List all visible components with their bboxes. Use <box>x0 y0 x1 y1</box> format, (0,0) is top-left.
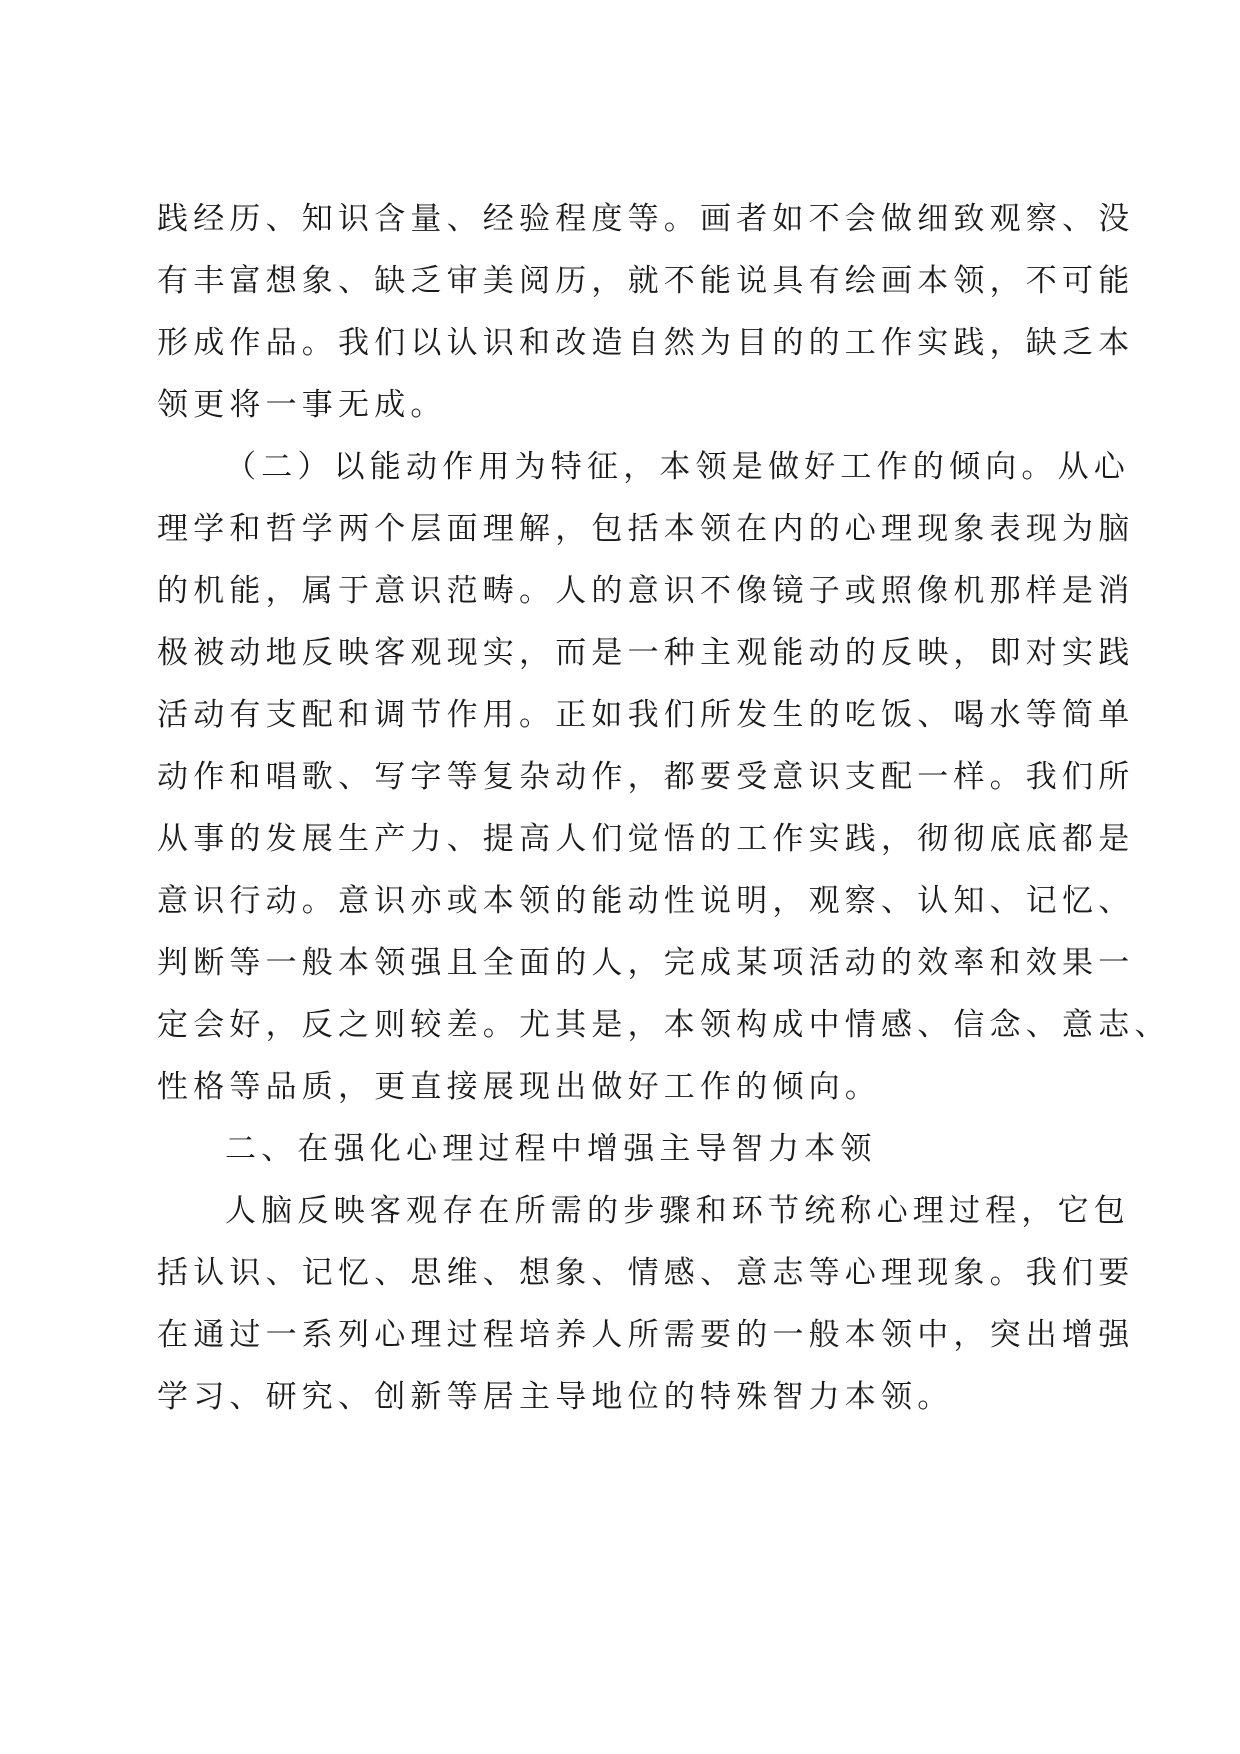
text-line: 领更将一事无成。 <box>157 387 447 423</box>
text-line: 判断等一般本领强且全面的人，完成某项活动的效率和效果一 <box>157 945 1135 981</box>
text-line: 学习、研究、创新等居主导地位的特殊智力本领。 <box>157 1379 954 1415</box>
text-line: 的机能，属于意识范畴。人的意识不像镜子或照像机那样是消 <box>157 573 1135 609</box>
text-line: 理学和哲学两个层面理解，包括本领在内的心理现象表现为脑 <box>157 511 1135 547</box>
text-line: 从事的发展生产力、提高人们觉悟的工作实践，彻彻底底都是 <box>157 821 1135 857</box>
text-line: 动作和唱歌、写字等复杂动作，都要受意识支配一样。我们所 <box>157 759 1135 795</box>
text-line: 意识行动。意识亦或本领的能动性说明，观察、认知、记忆、 <box>157 883 1135 919</box>
text-line: 括认识、记忆、思维、想象、情感、意志等心理现象。我们要 <box>157 1255 1135 1291</box>
text-line: （二）以能动作用为特征，本领是做好工作的倾向。从心 <box>225 449 1130 485</box>
text-line: 二、在强化心理过程中增强主导智力本领 <box>225 1131 877 1167</box>
body-text <box>157 188 1171 1428</box>
text-line: 人脑反映客观存在所需的步骤和环节统称心理过程，它包 <box>225 1193 1130 1229</box>
text-line: 活动有支配和调节作用。正如我们所发生的吃饭、喝水等简单 <box>157 697 1135 733</box>
text-line: 在通过一系列心理过程培养人所需要的一般本领中，突出增强 <box>157 1317 1135 1353</box>
text-line: 践经历、知识含量、经验程度等。画者如不会做细致观察、没 <box>157 201 1135 237</box>
text-line: 定会好，反之则较差。尤其是，本领构成中情感、信念、意志、 <box>157 1007 1171 1043</box>
text-line: 形成作品。我们以认识和改造自然为目的的工作实践，缺乏本 <box>157 325 1135 361</box>
text-line: 极被动地反映客观现实，而是一种主观能动的反映，即对实践 <box>157 635 1135 671</box>
text-line: 性格等品质，更直接展现出做好工作的倾向。 <box>157 1069 881 1105</box>
text-line: 有丰富想象、缺乏审美阅历，就不能说具有绘画本领，不可能 <box>157 263 1135 299</box>
